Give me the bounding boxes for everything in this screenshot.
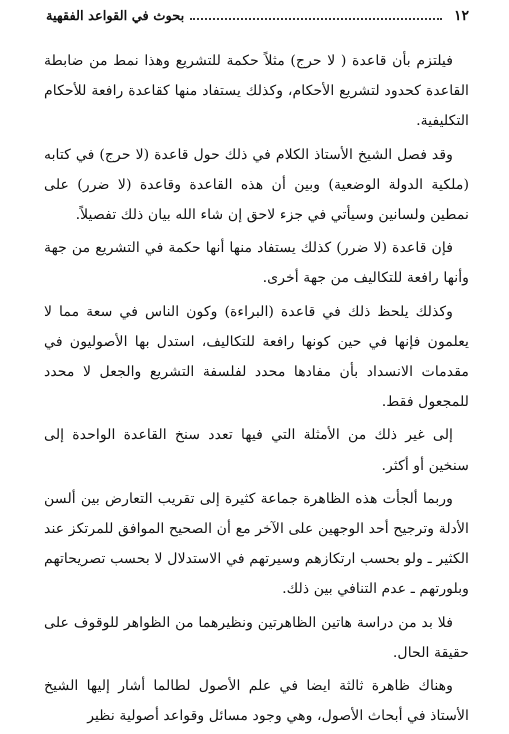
paragraph: وكذلك يلحظ ذلك في قاعدة (البراءة) وكون الناس في سعة مما لا يعلمون فإنها في حين كونها رافعة للتكاليف، استدل بها الأصوليون في مقدمات الانسداد بأن مفادها محدد لفلسفة التشريع والجعل لا محدد للمجعول فقط. (44, 303, 469, 411)
page-header (46, 8, 469, 24)
paragraph: وهناك ظاهرة ثالثة ايضا في علم الأصول لطالما أشار إليها الشيخ الأستاذ في أبحاث الأصول، وهي وجود مسائل وقواعد أصولية نظير (44, 678, 469, 725)
paragraph: فيلتزم بأن قاعدة ( لا حرج) مثلاً حكمة للتشريع وهذا نمط من ضابطة القاعدة كحدود لتشريع الأحكام، وكذلك يستفاد منها كقاعدة رافعة للأحكام التكليفية. (44, 53, 469, 130)
page-number: ١٢ (453, 8, 469, 24)
paragraph: فلا بد من دراسة هاتين الظاهرتين ونظيرهما من الظواهر للوقوف على حقيقة الحال. (44, 614, 469, 661)
paragraph: وقد فصل الشيخ الأستاذ الكلام في ذلك حول قاعدة (لا حرج) في كتابه (ملكية الدولة الوضعية) وبين أن هذه القاعدة وقاعدة (لا ضرر) على نمطين ولسانين وسيأتي في جزء لاحق إن شاء الله بيان ذلك تفصيلاً. (44, 146, 469, 224)
body-text (44, 46, 469, 734)
header-dotted-leader (190, 18, 442, 20)
paragraph: وربما ألجأت هذه الظاهرة جماعة كثيرة إلى تقريب التعارض بين ألسن الأدلة وترجيح أحد الوجهين على الآخر مع أن الصحيح الموافق للمرتكز عند الكثير ـ ولو بحسب ارتكازهم وسيرتهم في الاستدلال لا بحسب تصريحاتهم وبلورتهم ـ عدم التنافي بين ذلك. (44, 490, 469, 598)
paragraph: فإن قاعدة (لا ضرر) كذلك يستفاد منها أنها حكمة في التشريع من جهة وأنها رافعة للتكاليف من جهة أخرى. (44, 240, 469, 287)
paragraph: إلى غير ذلك من الأمثلة التي فيها تعدد سنخ القاعدة الواحدة إلى سنخين أو أكثر. (44, 427, 469, 474)
running-title: بحوث في القواعد الفقهية (46, 8, 185, 24)
